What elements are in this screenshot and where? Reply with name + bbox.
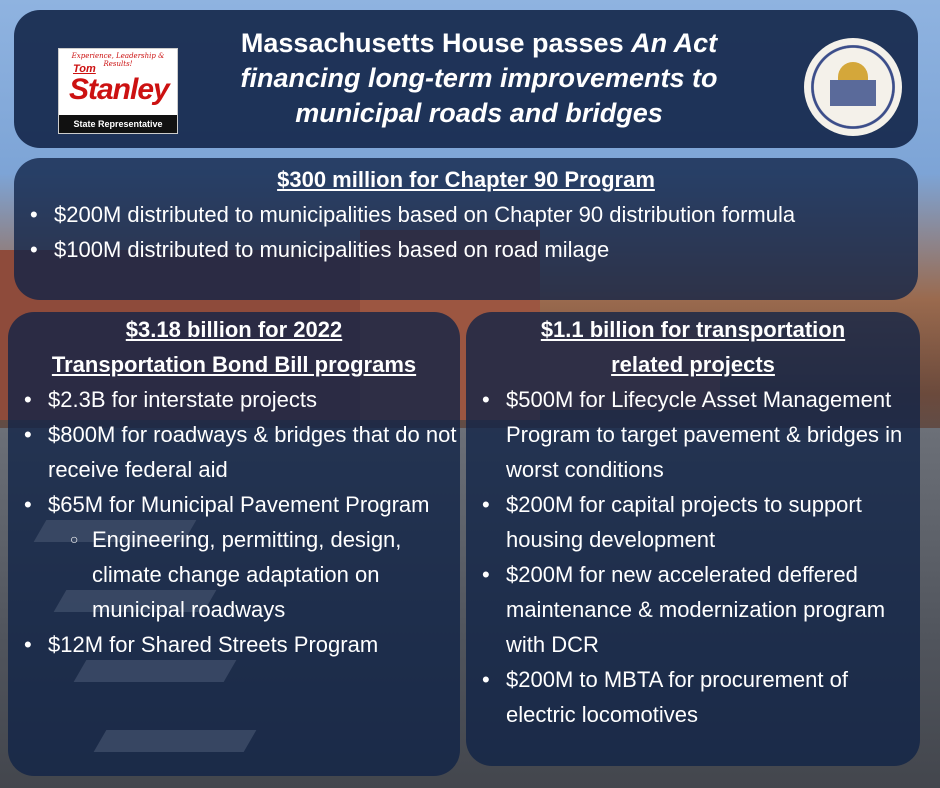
list-item: • $100M distributed to municipalities based on road milage <box>14 232 918 267</box>
transportation-list <box>466 382 920 732</box>
chapter90-heading: $300 million for Chapter 90 Program <box>277 167 655 192</box>
header-banner <box>14 10 918 148</box>
title-line-1: Massachusetts House passes <box>240 28 632 58</box>
list-item: • $12M for Shared Streets Program <box>8 627 460 662</box>
transportation-heading-2: related projects <box>611 352 775 377</box>
title-line-3: municipal roads and bridges <box>295 98 663 128</box>
chapter90-list <box>14 197 918 267</box>
logo-role: State Representative <box>59 115 177 133</box>
bond-bill-panel <box>8 312 460 776</box>
page-title <box>194 26 764 131</box>
state-seal-icon <box>804 38 902 136</box>
list-item: • $2.3B for interstate projects <box>8 382 460 417</box>
logo-tagline: Experience, Leadership & Results! <box>71 52 165 68</box>
bond-bill-heading-1: $3.18 billion for 2022 <box>125 317 343 342</box>
list-item: • $500M for Lifecycle Asset Management Program to target pavement & bridges in worst conditions <box>466 382 920 487</box>
transportation-heading-1: $1.1 billion for transportation <box>540 317 846 342</box>
list-item: • $200M for capital projects to support housing development <box>466 487 920 557</box>
chapter90-panel <box>14 158 918 300</box>
title-italic-act: An Act <box>631 28 718 58</box>
list-item: • $200M distributed to municipalities based on Chapter 90 distribution formula <box>14 197 918 232</box>
bond-bill-heading-2: Transportation Bond Bill programs <box>51 352 417 377</box>
logo-first-name: Tom <box>73 63 96 75</box>
sub-list-item: ○ Engineering, permitting, design, climate change adaptation on municipal roadways <box>8 522 460 627</box>
logo-last-name: Stanley <box>69 73 169 106</box>
title-line-2: financing long-term improvements to <box>240 63 718 93</box>
list-item: • $200M to MBTA for procurement of electric locomotives <box>466 662 920 732</box>
list-item: • $200M for new accelerated deffered maintenance & modernization program with DCR <box>466 557 920 662</box>
transportation-panel <box>466 312 920 766</box>
list-item: • $65M for Municipal Pavement Program <box>8 487 460 522</box>
list-item: • $800M for roadways & bridges that do not receive federal aid <box>8 417 460 487</box>
bond-bill-list <box>8 382 460 662</box>
stanley-logo <box>58 48 178 134</box>
